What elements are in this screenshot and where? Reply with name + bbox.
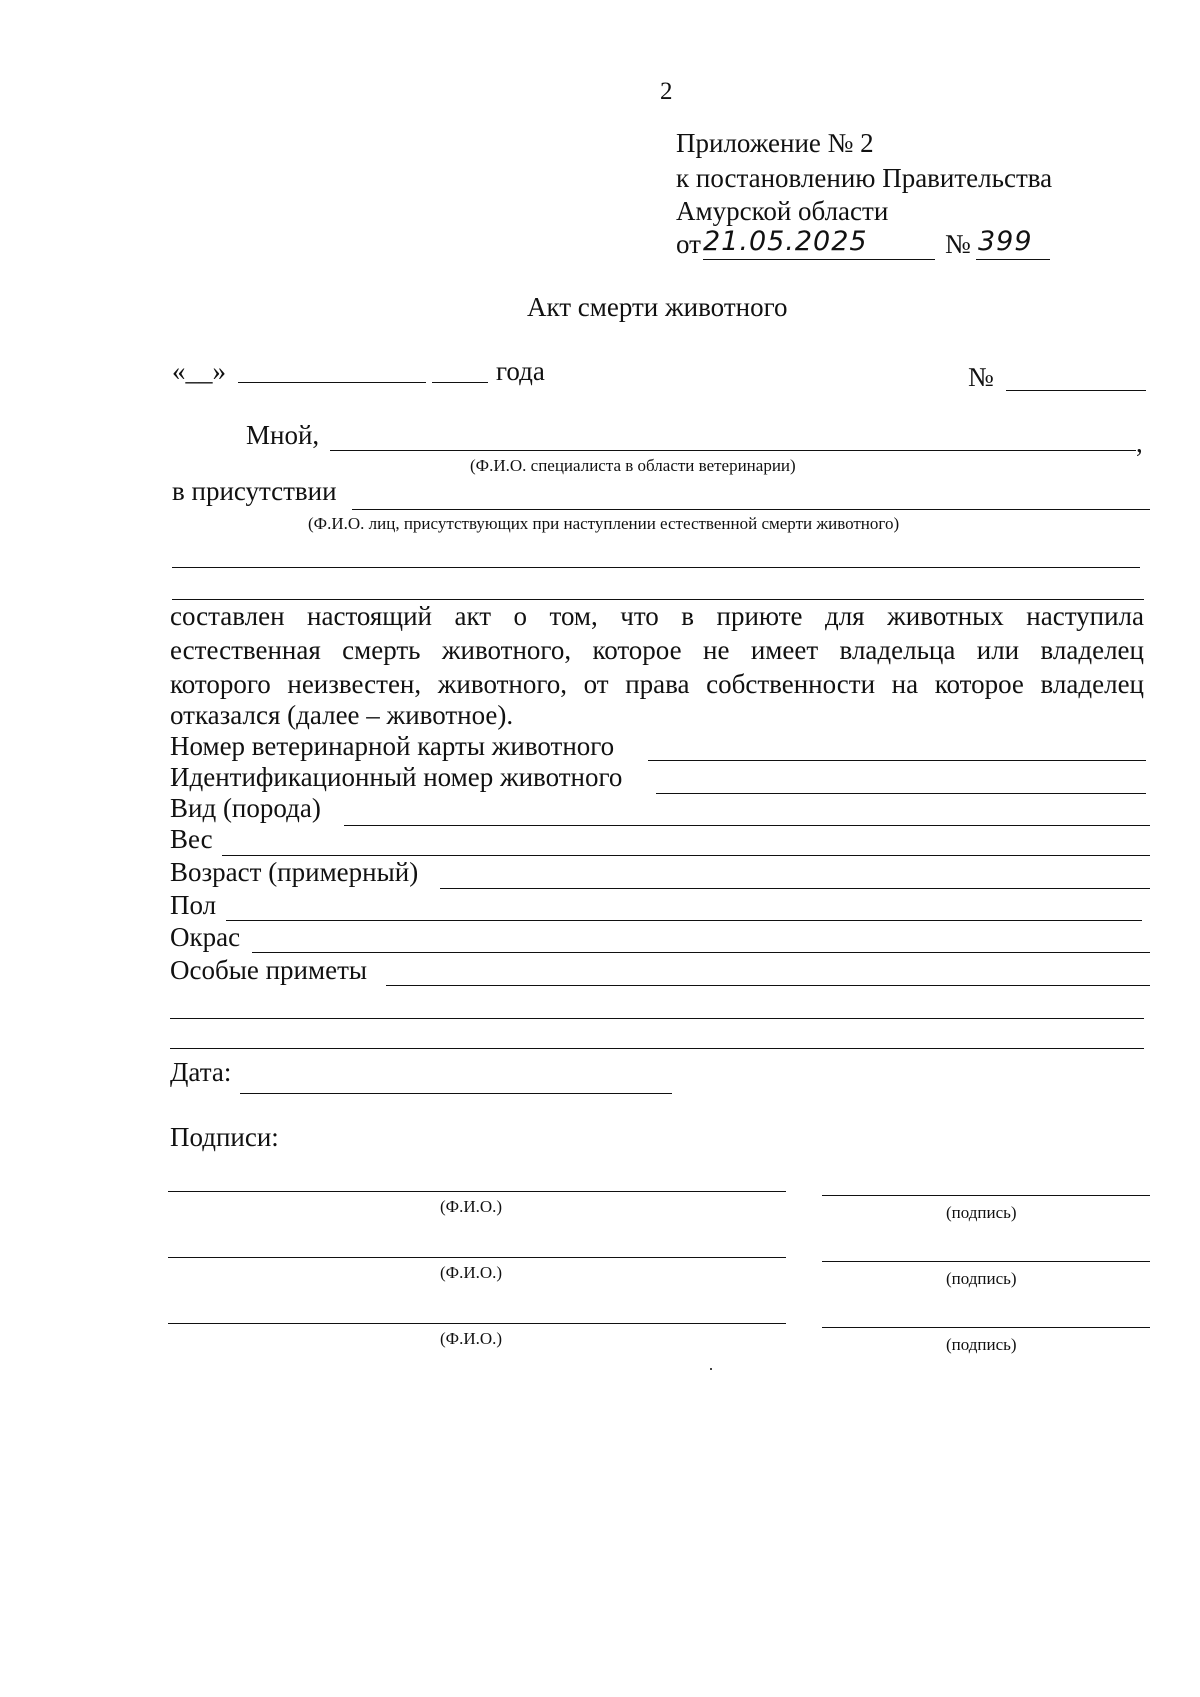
signature-line-1	[822, 1195, 1150, 1196]
age-line	[440, 888, 1150, 889]
year-word: года	[496, 356, 545, 386]
id-number-line	[656, 793, 1146, 794]
breed-line	[344, 825, 1150, 826]
marks-line-3	[170, 1048, 1144, 1049]
sex-line	[226, 920, 1142, 921]
appendix-number-prefix: №	[945, 229, 971, 259]
signature-line-2	[822, 1261, 1150, 1262]
body-line-2: естественная смерть животного, которое не имеет владельца или владелец	[170, 635, 1144, 665]
handwritten-number: 399	[978, 226, 1033, 257]
by-me-label: Мной,	[246, 420, 320, 450]
presence-caption: (Ф.И.О. лиц, присутствующих при наступлении естественной смерти животного)	[308, 514, 900, 533]
month-line	[238, 382, 426, 383]
vet-card-line	[648, 760, 1146, 761]
body-line-4: отказался (далее – животное).	[170, 700, 514, 730]
fio-line-1	[168, 1191, 786, 1192]
year-line	[432, 382, 488, 383]
act-number-sign: №	[968, 362, 994, 392]
appendix-line-1: Приложение № 2	[676, 128, 874, 158]
body-line-3: которого неизвестен, животного, от права собственности на которое владелец	[170, 669, 1144, 699]
presence-line-3	[172, 599, 1144, 600]
weight-line	[222, 855, 1150, 856]
fio-caption-3: (Ф.И.О.)	[440, 1329, 503, 1348]
fio-caption-1: (Ф.И.О.)	[440, 1197, 503, 1216]
specialist-comma: ,	[1136, 428, 1143, 458]
date-quote-mark: «__»	[172, 356, 226, 386]
fio-caption-2: (Ф.И.О.)	[440, 1263, 503, 1282]
specialist-caption: (Ф.И.О. специалиста в области ветеринарии)	[470, 456, 796, 475]
appendix-date-prefix: от	[676, 229, 701, 259]
breed-label: Вид (порода)	[170, 793, 321, 823]
fio-line-3	[168, 1323, 786, 1324]
signature-caption-3: (подпись)	[946, 1335, 1017, 1354]
signature-caption-2: (подпись)	[946, 1269, 1017, 1288]
marks-line-1	[386, 985, 1150, 986]
handwritten-date: 21.05.2025	[703, 226, 868, 257]
body-line-1: составлен настоящий акт о том, что в приюте для животных наступила	[170, 601, 1144, 631]
vet-card-label: Номер ветеринарной карты животного	[170, 731, 615, 761]
date-field-line	[240, 1093, 672, 1094]
sex-label: Пол	[170, 890, 217, 920]
appendix-number-line	[976, 259, 1050, 260]
specialist-line	[330, 450, 1136, 451]
page-number: 2	[660, 78, 673, 105]
id-number-label: Идентификационный номер животного	[170, 762, 623, 792]
scan-speck	[710, 1368, 712, 1370]
color-line	[252, 952, 1150, 953]
presence-line-1	[352, 509, 1150, 510]
age-label: Возраст (примерный)	[170, 857, 419, 887]
marks-line-2	[170, 1018, 1144, 1019]
date-field-label: Дата:	[170, 1057, 232, 1087]
marks-label: Особые приметы	[170, 955, 368, 985]
presence-line-2	[172, 567, 1140, 568]
appendix-line-2: к постановлению Правительства	[676, 163, 1053, 193]
weight-label: Вес	[170, 824, 213, 854]
color-label: Окрас	[170, 922, 241, 952]
signature-caption-1: (подпись)	[946, 1203, 1017, 1222]
fio-line-2	[168, 1257, 786, 1258]
signature-line-3	[822, 1327, 1150, 1328]
document-title: Акт смерти животного	[527, 292, 788, 322]
appendix-line-3: Амурской области	[676, 196, 889, 226]
act-number-line	[1006, 390, 1146, 391]
appendix-date-line	[703, 259, 935, 260]
signatures-label: Подписи:	[170, 1122, 279, 1152]
presence-label: в присутствии	[172, 476, 337, 506]
